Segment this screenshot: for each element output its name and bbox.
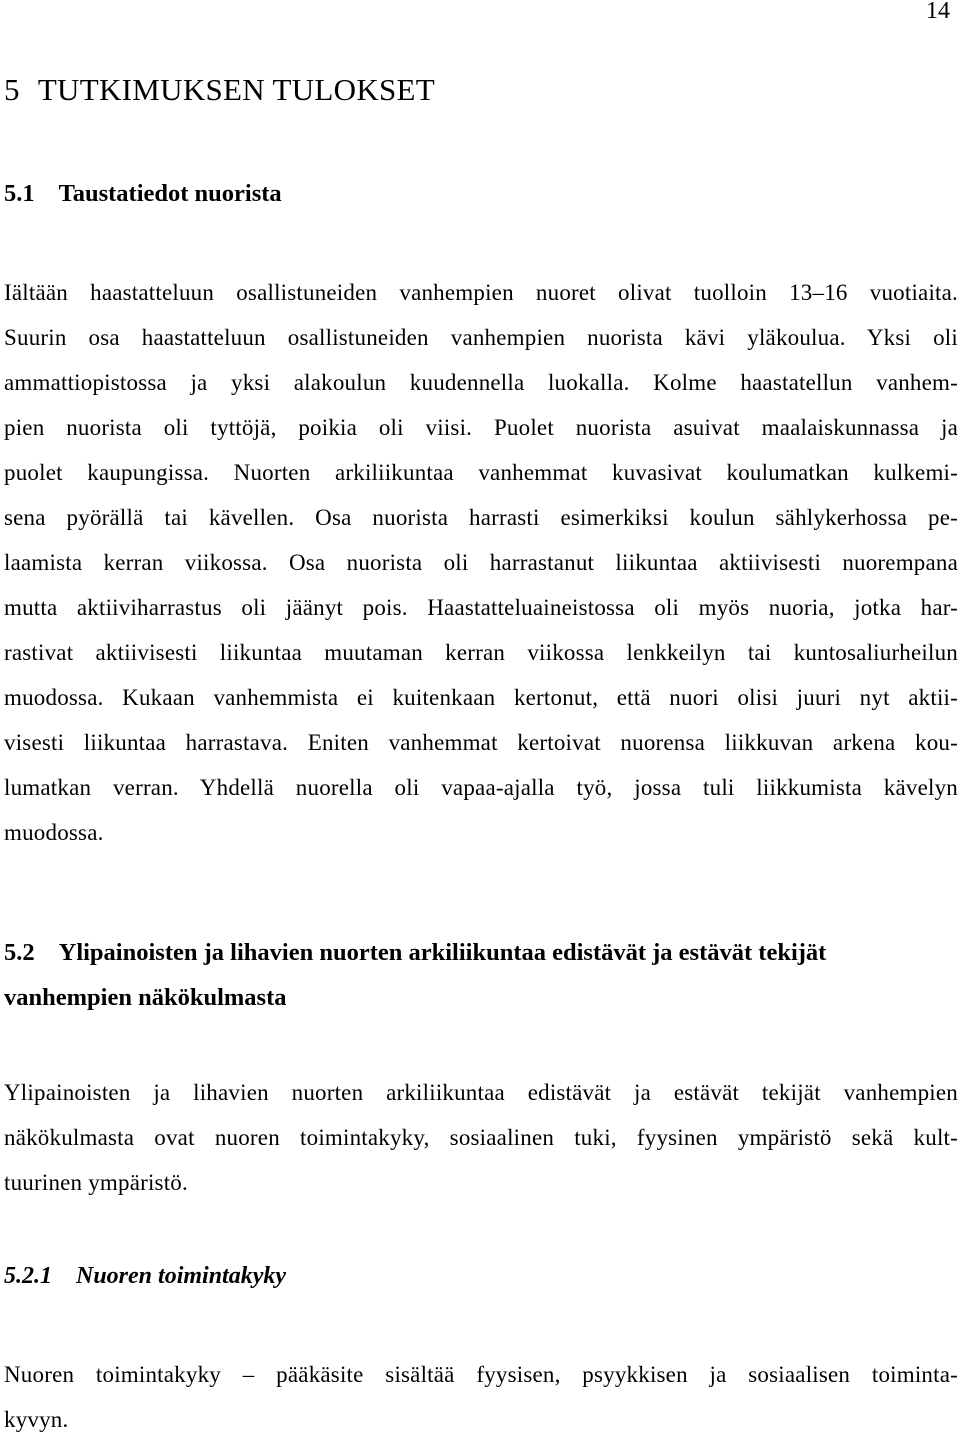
paragraph-line: muodossa. Kukaan vanhemmista ei kuitenkaan kertonut, että nuori olisi juuri nyt aktii- — [4, 685, 958, 710]
paragraph-background — [4, 270, 958, 855]
paragraph-factors — [4, 1070, 958, 1205]
subsection-heading-5-2-1 — [4, 1263, 286, 1290]
chapter-heading — [4, 72, 435, 108]
section-heading-5-1 — [4, 180, 282, 208]
paragraph-line: lumatkan verran. Yhdellä nuorella oli vapaa-ajalla työ, jossa tuli liikkumista kävelyn — [4, 775, 958, 800]
paragraph-line: Ylipainoisten ja lihavien nuorten arkiliikuntaa edistävät ja estävät tekijät vanhempien — [4, 1080, 958, 1105]
paragraph-line: laamista kerran viikossa. Osa nuorista oli harrastanut liikuntaa aktiivisesti nuorempana — [4, 550, 958, 575]
paragraph-line: pien nuorista oli tyttöjä, poikia oli viisi. Puolet nuorista asuivat maalaiskunnassa ja — [4, 415, 958, 440]
section-number-5-1: 5.1 — [4, 180, 35, 207]
paragraph-line: Iältään haastatteluun osallistuneiden vanhempien nuoret olivat tuolloin 13–16 vuotiaita. — [4, 280, 958, 305]
page-number: 14 — [926, 0, 950, 24]
paragraph-line: Suurin osa haastatteluun osallistuneiden vanhempien nuorista kävi yläkoulua. Yksi oli — [4, 325, 958, 350]
section-title-5-2-line-1: Ylipainoisten ja lihavien nuorten arkiliikuntaa edistävät ja estävät tekijät — [58, 939, 827, 966]
chapter-number: 5 — [4, 72, 20, 107]
chapter-title: TUTKIMUKSEN TULOKSET — [37, 72, 436, 107]
section-title-5-2-line-2: vanhempien näkökulmasta — [4, 984, 287, 1011]
subsection-title-5-2-1: Nuoren toimintakyky — [76, 1263, 287, 1289]
section-title-5-1: Taustatiedot nuorista — [58, 180, 282, 207]
paragraph-line: tuurinen ympäristö. — [4, 1170, 188, 1195]
section-number-5-2: 5.2 — [4, 939, 35, 966]
paragraph-line: rastivat aktiivisesti liikuntaa muutaman kerran viikossa lenkkeilyn tai kuntosaliurheilun — [4, 640, 958, 665]
paragraph-line: sena pyörällä tai kävellen. Osa nuorista harrasti esimerkiksi koulun sählykerhossa pe- — [4, 505, 958, 530]
paragraph-line: kyvyn. — [4, 1407, 69, 1432]
paragraph-line: visesti liikuntaa harrastava. Eniten vanhemmat kertoivat nuorensa liikkuvan arkena kou- — [4, 730, 958, 755]
section-heading-5-2 — [4, 930, 826, 1020]
subsection-number-5-2-1: 5.2.1 — [4, 1263, 52, 1289]
paragraph-line: muodossa. — [4, 820, 104, 845]
paragraph-line: mutta aktiiviharrastus oli jäänyt pois. Haastatteluaineistossa oli myös nuoria, jotka har- — [4, 595, 958, 620]
paragraph-line: Nuoren toimintakyky – pääkäsite sisältää fyysisen, psyykkisen ja sosiaalisen toiminta- — [4, 1362, 958, 1387]
paragraph-line: puolet kaupungissa. Nuorten arkiliikuntaa vanhemmat kuvasivat koulumatkan kulkemi- — [4, 460, 958, 485]
paragraph-functional-capacity — [4, 1352, 958, 1442]
paragraph-line: näkökulmasta ovat nuoren toimintakyky, sosiaalinen tuki, fyysinen ympäristö sekä kult- — [4, 1125, 958, 1150]
paragraph-line: ammattiopistossa ja yksi alakoulun kuudennella luokalla. Kolme haastatellun vanhem- — [4, 370, 958, 395]
